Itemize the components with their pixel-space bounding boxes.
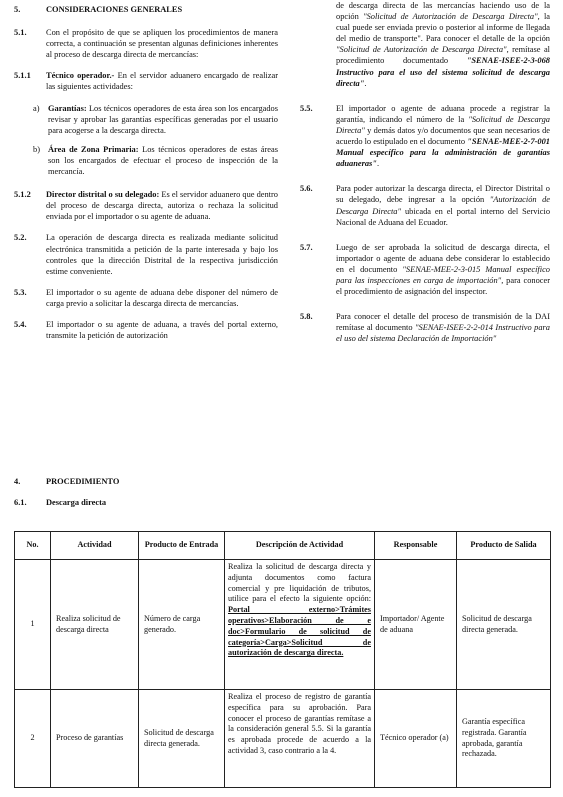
- definition: Es el servidor aduanero que dentro del proceso de descarga directa, autoriza o rechaza la solicitud enviada por el importador o su agente de aduana.: [46, 190, 278, 222]
- document-reference: "SENAE-MEE-2-7-001 Manual específico para la administración de garantías aduaneras": [336, 137, 550, 169]
- cell-activity: Proceso de garantías: [51, 690, 139, 788]
- column-header: Actividad: [51, 532, 139, 560]
- cell-description: Realiza el proceso de registro de garantía específica para su aprobación. Para conocer el proceso de garantías remítase a la consideración general 5.5. Si la garantía es aprobada procede de acuerdo a la actividad 3, caso contrario a la 4.: [225, 690, 375, 788]
- document-reference: "SENAE-MEE-2-3-015 Manual específico para las inspecciones en carga de importación": [336, 264, 550, 285]
- column-header: Descripción de Actividad: [225, 532, 375, 560]
- cell-description: Realiza la solicitud de descarga directa y adjunta documentos como factura comercial y pre liquidación de tributos, utilice para el efecto la siguiente opción: Portal externo>Trámites operativos>Elaboración de e doc>Formulario de solicitud de categoría>Carga>Solicitud de autorización de descarga directa.: [225, 560, 375, 690]
- column-header: No.: [15, 532, 51, 560]
- section-number: 5.: [14, 5, 21, 14]
- cell-activity: Realiza solicitud de descarga directa: [51, 560, 139, 690]
- paragraph-text: de descarga directa de las mercancías haciendo uso de la opción "Solicitud de Autorización de Descarga Directa", la cual puede ser enviada previo o posterior al informe de llegada del medio de transporte". Para conocer el detalle de la opción "Solicitud de Autorización de Descarga Directa", remítase al procedimiento documentado "SENAE-ISEE-2-3-068 Instructivo para el uso del sistema solicitud de descarga directa".: [336, 1, 551, 88]
- term: Área de Zona Primaria:: [48, 144, 139, 154]
- section-5-heading: [14, 4, 278, 15]
- column-header: Producto de Entrada: [139, 532, 225, 560]
- paragraph-number: 5.3.: [14, 287, 27, 297]
- list-text: [48, 103, 278, 136]
- section-title: Descarga directa: [46, 498, 107, 508]
- paragraph-text: Con el propósito de que se apliquen los procedimientos de manera correcta, a continuación se presentan algunas definiciones inherentes al proceso de descarga directa de mercancías:: [46, 28, 278, 60]
- list-item-b: [14, 144, 278, 177]
- definition: Los técnicos operadores de estas áreas son los encargados de efectuar el proceso de inspección de la mercancía.: [48, 144, 278, 177]
- paragraph-5-5: [300, 103, 550, 170]
- section-number: 6.1.: [14, 498, 27, 508]
- term: Garantías:: [48, 103, 87, 113]
- paragraph-5-1-2: [14, 189, 278, 222]
- cell-output: Garantía específica registrada. Garantía aprobada, garantía rechazada.: [457, 690, 551, 788]
- cell-number: 1: [15, 560, 51, 690]
- procedure-table-wrapper: [14, 531, 550, 788]
- paragraph-text: El importador o su agente de aduana debe disponer del número de carga previo a solicitar la descarga directa de mercancías.: [46, 287, 278, 308]
- paragraph-text: La operación de descarga directa es realizada mediante solicitud electrónica transmitida a petición de la parte interesada y bajo los controles que la dirección Distrital de la respectiva jurisdicción estime conveniente.: [46, 233, 278, 276]
- paragraph-5-1-1: [14, 70, 278, 92]
- procedure-section: [14, 476, 550, 518]
- cell-responsible: Importador/ Agente de aduana: [375, 560, 457, 690]
- paragraph-text: El importador o su agente de aduana, a través del portal externo, transmite la petición de autorización: [46, 319, 278, 341]
- list-text: [48, 144, 278, 177]
- list-letter: a): [33, 103, 40, 113]
- cell-input: Solicitud de descarga directa generada.: [139, 690, 225, 788]
- paragraph-5-6: [300, 183, 550, 227]
- list-letter: b): [33, 144, 40, 154]
- paragraph-number: 5.7.: [300, 242, 313, 252]
- paragraph-text: [46, 189, 278, 222]
- paragraph-5-8: [300, 311, 550, 344]
- table-header-row: [15, 532, 551, 560]
- paragraph-text: Para poder autorizar la descarga directa, el Director Distrital o su delegado, debe ingresar a la opción "Autorización de Descarga Directa" ubicada en el portal interno del Servicio Nacional de Aduana del Ecuador.: [336, 184, 551, 227]
- left-column: [14, 4, 278, 351]
- paragraph-5-3: [14, 287, 278, 309]
- paragraph-number: 5.8.: [300, 312, 313, 322]
- paragraph-5-1: [14, 27, 278, 60]
- definition: Los técnicos operadores de esta área son los encargados revisar y aprobar las garantías específicas generadas por el usuario para acogerse a la descarga directa.: [48, 103, 278, 135]
- section-title: CONSIDERACIONES GENERALES: [46, 5, 183, 14]
- paragraph-number: 5.6.: [300, 184, 313, 194]
- definition: En el servidor aduanero encargado de realizar las siguientes actividades:: [46, 71, 278, 92]
- paragraph-number: 5.1.1: [14, 71, 31, 81]
- paragraph-text: Luego de ser aprobada la solicitud de descarga directa, el importador o agente de aduana debe considerar lo establecido en el documento "SENAE-MEE-2-3-015 Manual específico para las inspecciones en carga de importación", para conocer el procedimiento de asignación del inspector.: [336, 242, 550, 297]
- cell-output: Solicitud de descarga directa generada.: [457, 560, 551, 690]
- paragraph-5-4-continued: [300, 0, 550, 89]
- paragraph-number: 5.5.: [300, 103, 313, 113]
- section-title: PROCEDIMIENTO: [46, 477, 120, 486]
- list-item-a: [14, 103, 278, 136]
- paragraph-text: Para conocer el detalle del proceso de transmisión de la DAI remítase al documento "SENAE-ISEE-2-2-014 Instructivo para el uso del sistema Declaración de Importación": [336, 312, 550, 344]
- term: Director distrital o su delegado:: [46, 190, 160, 200]
- paragraph-number: 5.1.: [14, 28, 27, 38]
- right-column: [300, 0, 550, 354]
- navigation-path: Portal externo>Trámites operativos>Elaboración de e doc>Formulario de solicitud de categoría>Carga>Solicitud de autorización de descarga directa.: [228, 605, 371, 658]
- paragraph-text: El importador o agente de aduana procede a registrar la garantía, indicando el número de la "Solicitud de Descarga Directa" y demás datos y/o documentos que sean necesarios de acuerdo lo estipulado en el documento "SENAE-MEE-2-7-001 Manual específico para la administración de garantías aduaneras".: [336, 103, 550, 169]
- paragraph-number: 5.2.: [14, 233, 27, 243]
- document-reference: "SENAE-ISEE-2-3-068 Instructivo para el uso del sistema solicitud de descarga directa": [336, 56, 550, 88]
- column-header: Responsable: [375, 532, 457, 560]
- section-number: 4.: [14, 477, 21, 486]
- cell-input: Número de carga generado.: [139, 560, 225, 690]
- table-row: [15, 560, 551, 690]
- paragraph-5-4: [14, 319, 278, 341]
- cell-responsible: Técnico operador (a): [375, 690, 457, 788]
- paragraph-5-7: [300, 242, 550, 297]
- cell-number: 2: [15, 690, 51, 788]
- paragraph-5-2: [14, 232, 278, 276]
- paragraph-number: 5.1.2: [14, 190, 31, 200]
- paragraph-number: 5.4.: [14, 319, 27, 329]
- term: Técnico operador.-: [46, 71, 115, 81]
- procedure-subheading: [14, 497, 550, 508]
- procedure-heading: [14, 476, 550, 487]
- table-row: [15, 690, 551, 788]
- paragraph-text: [46, 70, 278, 92]
- procedure-table: [14, 531, 551, 788]
- document-reference: "SENAE-ISEE-2-2-014 Instructivo para el uso del sistema Declaración de Importación": [336, 323, 550, 344]
- column-header: Producto de Salida: [457, 532, 551, 560]
